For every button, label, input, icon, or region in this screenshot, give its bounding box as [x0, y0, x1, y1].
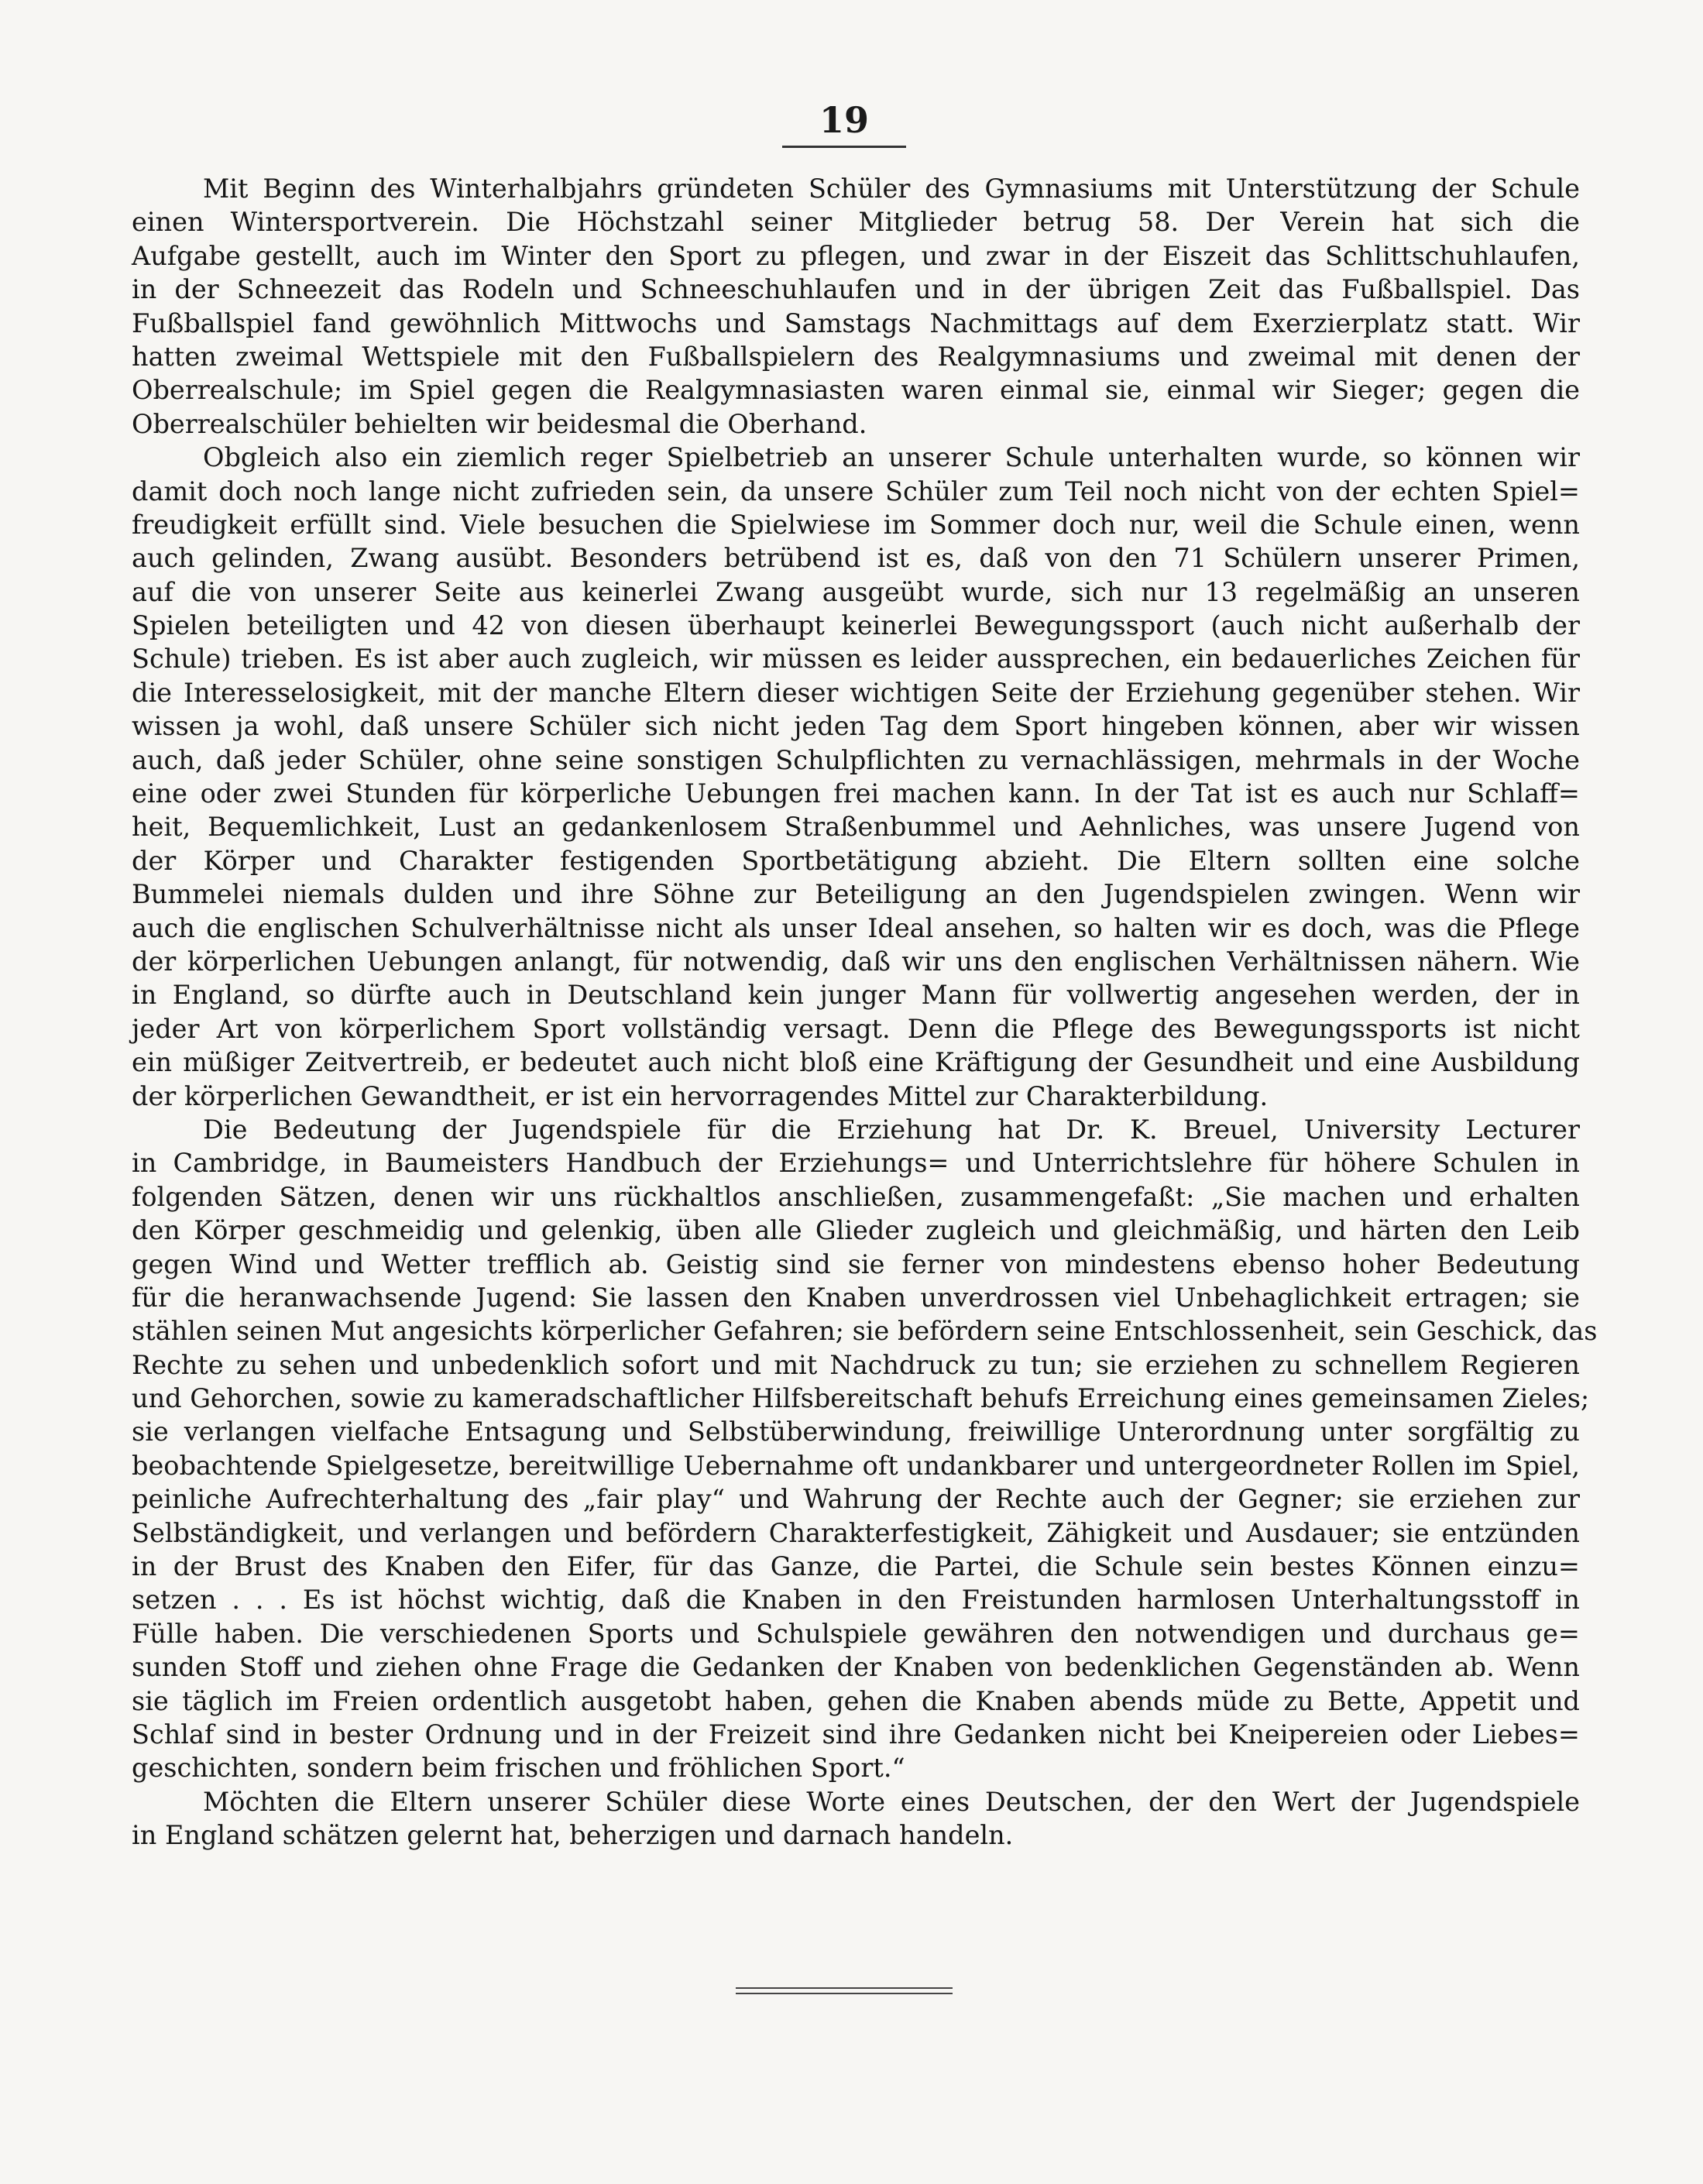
text-line: Schule) trieben. Es ist aber auch zugleich, wir müssen es leider aussprechen, ein bedauerliches Zeichen für [132, 644, 1580, 675]
end-ornament-double-rule [736, 1987, 953, 1997]
text-line: jeder Art von körperlichem Sport vollständig versagt. Denn die Pflege des Bewegungssports ist nicht [132, 1013, 1580, 1044]
text-line: Oberrealschule; im Spiel gegen die Realgymnasiasten waren einmal sie, einmal wir Sieger; gegen die [132, 375, 1580, 406]
text-line: eine oder zwei Stunden für körperliche Uebungen frei machen kann. In der Tat ist es auch nur Schlaff= [132, 778, 1580, 809]
text-line: Rechte zu sehen und unbedenklich sofort und mit Nachdruck zu tun; sie erziehen zu schnellem Regieren [132, 1349, 1580, 1380]
text-line: und Gehorchen, sowie zu kameradschaftlicher Hilfsbereitschaft behufs Erreichung eines gemeinsamen Zieles; [132, 1383, 1590, 1414]
text-line: stählen seinen Mut angesichts körperlicher Gefahren; sie befördern seine Entschlossenheit, sein Geschick, das [132, 1316, 1598, 1347]
text-line: Fußballspiel fand gewöhnlich Mittwochs und Samstags Nachmittags auf dem Exerzierplatz statt. Wir [132, 307, 1580, 338]
text-line: auch, daß jeder Schüler, ohne seine sonstigen Schulpflichten zu vernachlässigen, mehrmals in der Woche [132, 744, 1580, 775]
text-line: Selbständigkeit, und verlangen und befördern Charakterfestigkeit, Zähigkeit und Ausdauer; sie entzünden [132, 1517, 1580, 1548]
page-number-rule [782, 146, 906, 148]
text-line: sunden Stoff und ziehen ohne Frage die Gedanken der Knaben von bedenklichen Gegenständen ab. Wenn [132, 1652, 1580, 1683]
body-text [132, 172, 1598, 1853]
text-line: der Körper und Charakter festigenden Sportbetätigung abzieht. Die Eltern sollten eine solche [132, 845, 1580, 876]
text-line: der körperlichen Gewandtheit, er ist ein hervorragendes Mittel zur Charakterbildung. [132, 1080, 1269, 1111]
text-line: Aufgabe gestellt, auch im Winter den Sport zu pflegen, und zwar in der Eiszeit das Schlittschuhlaufen, [132, 240, 1580, 271]
text-line: folgenden Sätzen, denen wir uns rückhaltlos anschließen, zusammengefaßt: „Sie machen und erhalten [132, 1181, 1580, 1212]
text-line: in der Schneezeit das Rodeln und Schneeschuhlaufen und in der übrigen Zeit das Fußballspiel. Das [132, 274, 1580, 305]
text-line: beobachtende Spielgesetze, bereitwillige Uebernahme oft undankbarer und untergeordneter Rollen im Spiel, [132, 1450, 1580, 1481]
text-line: wissen ja wohl, daß unsere Schüler sich nicht jeden Tag dem Sport hingeben können, aber wir wissen [132, 711, 1580, 742]
text-line: damit doch noch lange nicht zufrieden sein, da unsere Schüler zum Teil noch nicht von der echten Spiel= [132, 476, 1580, 507]
text-line: Spielen beteiligten und 42 von diesen überhaupt keinerlei Bewegungssport (auch nicht außerhalb der [132, 610, 1580, 641]
text-line: in der Brust des Knaben den Eifer, für das Ganze, die Partei, die Schule sein bestes Können einzu= [132, 1551, 1580, 1582]
text-line: Oberrealschüler behielten wir beidesmal die Oberhand. [132, 408, 867, 439]
text-line: den Körper geschmeidig und gelenkig, üben alle Glieder zugleich und gleichmäßig, und härten den Leib [132, 1215, 1580, 1246]
text-line: in England schätzen gelernt hat, beherzigen und darnach handeln. [132, 1820, 1014, 1851]
ornament-rule-lower [736, 1993, 953, 1994]
text-line: auf die von unserer Seite aus keinerlei Zwang ausgeübt wurde, sich nur 13 regelmäßig an unseren [132, 576, 1580, 607]
ornament-rule-upper [736, 1987, 953, 1989]
text-line: Die Bedeutung der Jugendspiele für die Erziehung hat Dr. K. Breuel, University Lecturer [203, 1114, 1580, 1145]
text-line: geschichten, sondern beim frischen und fröhlichen Sport.“ [132, 1753, 905, 1784]
text-line: der körperlichen Uebungen anlangt, für notwendig, daß wir uns den englischen Verhältnissen nähern. Wie [132, 946, 1580, 977]
text-line: hatten zweimal Wettspiele mit den Fußballspielern des Realgymnasiums und zweimal mit denen der [132, 341, 1580, 372]
text-line: einen Wintersportverein. Die Höchstzahl seiner Mitglieder betrug 58. Der Verein hat sich die [132, 207, 1580, 238]
text-line: Mit Beginn des Winterhalbjahrs gründeten Schüler des Gymnasiums mit Unterstützung der Schule [203, 173, 1580, 204]
text-line: auch gelinden, Zwang ausübt. Besonders betrübend ist es, daß von den 71 Schülern unserer Primen, [132, 543, 1580, 574]
text-line: Möchten die Eltern unserer Schüler diese Worte eines Deutschen, der den Wert der Jugendspiele [203, 1786, 1580, 1817]
text-line: auch die englischen Schulverhältnisse nicht als unser Ideal ansehen, so halten wir es doch, was die Pflege [132, 912, 1580, 943]
text-line: Fülle haben. Die verschiedenen Sports und Schulspiele gewähren den notwendigen und durchaus ge= [132, 1618, 1580, 1649]
text-line: in Cambridge, in Baumeisters Handbuch der Erziehungs= und Unterrichtslehre für höhere Schulen in [132, 1148, 1580, 1179]
text-line: freudigkeit erfüllt sind. Viele besuchen die Spielwiese im Sommer doch nur, weil die Schule einen, wenn [132, 509, 1580, 540]
text-line: gegen Wind und Wetter trefflich ab. Geistig sind sie ferner von mindestens ebenso hoher Bedeutung [132, 1248, 1580, 1279]
text-line: sie täglich im Freien ordentlich ausgetobt haben, gehen die Knaben abends müde zu Bette, Appetit und [132, 1685, 1580, 1716]
text-line: ein müßiger Zeitvertreib, er bedeutet auch nicht bloß eine Kräftigung der Gesundheit und eine Ausbildung [132, 1047, 1580, 1078]
text-line: setzen . . . Es ist höchst wichtig, daß die Knaben in den Freistunden harmlosen Unterhaltungsstoff in [132, 1585, 1580, 1616]
text-line: Bummelei niemals dulden und ihre Söhne zur Beteiligung an den Jugendspielen zwingen. Wenn wir [132, 879, 1580, 910]
text-line: sie verlangen vielfache Entsagung und Selbstüberwindung, freiwillige Unterordnung unter sorgfältig zu [132, 1417, 1580, 1447]
text-line: heit, Bequemlichkeit, Lust an gedankenlosem Straßenbummel und Aehnliches, was unsere Jugend von [132, 812, 1580, 843]
page-number: 19 [819, 99, 869, 141]
text-line: peinliche Aufrechterhaltung des „fair play“ und Wahrung der Rechte auch der Gegner; sie erziehen zur [132, 1484, 1580, 1515]
text-line: in England, so dürfte auch in Deutschland kein junger Mann für vollwertig angesehen werden, der in [132, 980, 1580, 1011]
text-line: Obgleich also ein ziemlich reger Spielbetrieb an unserer Schule unterhalten wurde, so können wir [203, 442, 1580, 473]
text-line: die Interesselosigkeit, mit der manche Eltern dieser wichtigen Seite der Erziehung gegenüber stehen. Wir [132, 677, 1580, 708]
text-line: Schlaf sind in bester Ordnung und in der Freizeit sind ihre Gedanken nicht bei Kneipereien oder Liebes= [132, 1719, 1580, 1750]
text-line: für die heranwachsende Jugend: Sie lassen den Knaben unverdrossen viel Unbehaglichkeit ertragen; sie [132, 1282, 1580, 1313]
